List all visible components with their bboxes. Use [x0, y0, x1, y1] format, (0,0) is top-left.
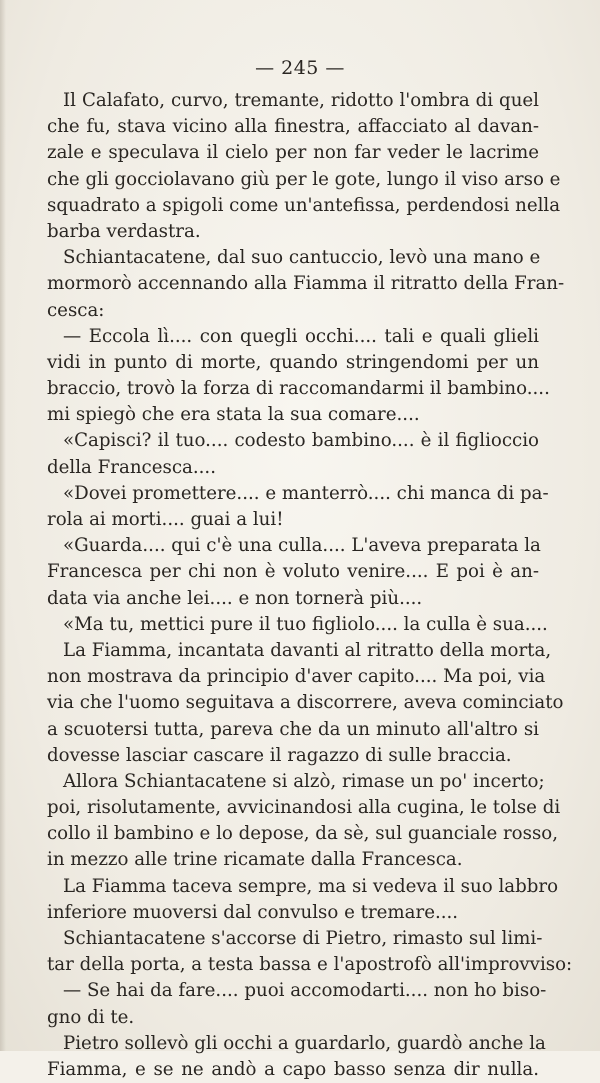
text-line: barba verdastra.: [47, 220, 201, 242]
text-line: dovesse lasciar cascare il ragazzo di sulle braccia.: [47, 744, 512, 766]
text-line: Pietro sollevò gli occhi a guardarlo, guardò anche la: [63, 1032, 546, 1054]
page-edge-shadow: [0, 0, 6, 1051]
text-line: non mostrava da principio d'aver capito.... Ma poi, via: [47, 666, 546, 688]
page-number: — 245 —: [255, 57, 345, 79]
text-line: poi, risolutamente, avvicinandosi alla cugina, le tolse di: [47, 797, 561, 819]
body-text: [47, 88, 573, 1083]
text-line: via che l'uomo seguitava a discorrere, aveva cominciato: [47, 692, 564, 714]
text-line: vidi in punto di morte, quando stringendomi per un: [47, 351, 539, 373]
text-line: a scuotersi tutta, pareva che da un minuto all'altro si: [47, 718, 539, 740]
text-line: La Fiamma, incantata davanti al ritratto della morta,: [63, 639, 552, 661]
text-line: che fu, stava vicino alla finestra, affacciato al davan-: [47, 116, 539, 138]
text-line: squadrato a spigoli come un'antefissa, perdendosi nella: [47, 194, 561, 216]
text-line: «Guarda.... qui c'è una culla.... L'aveva preparata la: [63, 535, 541, 557]
text-line: cesca:: [47, 299, 105, 321]
text-line: mi spiegò che era stata la sua comare....: [47, 404, 420, 426]
text-line: La Fiamma taceva sempre, ma si vedeva il suo labbro: [63, 875, 559, 897]
text-line: — Se hai da fare.... puoi accomodarti.... non ho biso-: [63, 980, 547, 1002]
text-line: in mezzo alle trine ricamate dalla Francesca.: [47, 849, 463, 871]
text-line: gno di te.: [47, 1006, 135, 1028]
text-line: che gli gocciolavano giù per le gote, lungo il viso arso e: [47, 168, 561, 190]
text-line: «Ma tu, mettici pure il tuo figliolo.... la culla è sua....: [63, 613, 548, 635]
text-line: Allora Schiantacatene si alzò, rimase un po' incerto;: [63, 770, 545, 792]
text-line: zale e speculava il cielo per non far veder le lacrime: [47, 142, 539, 164]
text-line: della Francesca....: [47, 456, 216, 478]
text-line: collo il bambino e lo depose, da sè, sul guanciale rosso,: [47, 823, 559, 845]
text-line: Francesca per chi non è voluto venire.... E poi è an-: [47, 561, 539, 583]
text-line: «Capisci? il tuo.... codesto bambino.... è il figlioccio: [63, 430, 539, 452]
text-line: braccio, trovò la forza di raccomandarmi il bambino....: [47, 378, 550, 400]
text-line: inferiore muoversi dal convulso e tremare....: [47, 901, 459, 923]
text-line: — Eccola lì.... con quegli occhi.... tali e quali glieli: [63, 325, 539, 347]
text-line: Il Calafato, curvo, tremante, ridotto l'ombra di quel: [63, 90, 539, 111]
text-line: Fiamma, e se ne andò a capo basso senza dir nulla.: [47, 1058, 539, 1080]
text-line: data via anche lei.... e non tornerà più....: [47, 587, 423, 609]
text-line: «Dovei promettere.... e manterrò.... chi manca di pa-: [63, 482, 549, 504]
text-line: tar della porta, a testa bassa e l'apostrofò all'improvviso:: [47, 954, 573, 976]
text-line: Schiantacatene s'accorse di Pietro, rimasto sul limi-: [63, 928, 543, 949]
text-line: Schiantacatene, dal suo cantuccio, levò una mano e: [63, 247, 541, 269]
text-line: rola ai morti.... guai a lui!: [47, 509, 284, 530]
text-line: mormorò accennando alla Fiamma il ritratto della Fran-: [47, 273, 565, 295]
